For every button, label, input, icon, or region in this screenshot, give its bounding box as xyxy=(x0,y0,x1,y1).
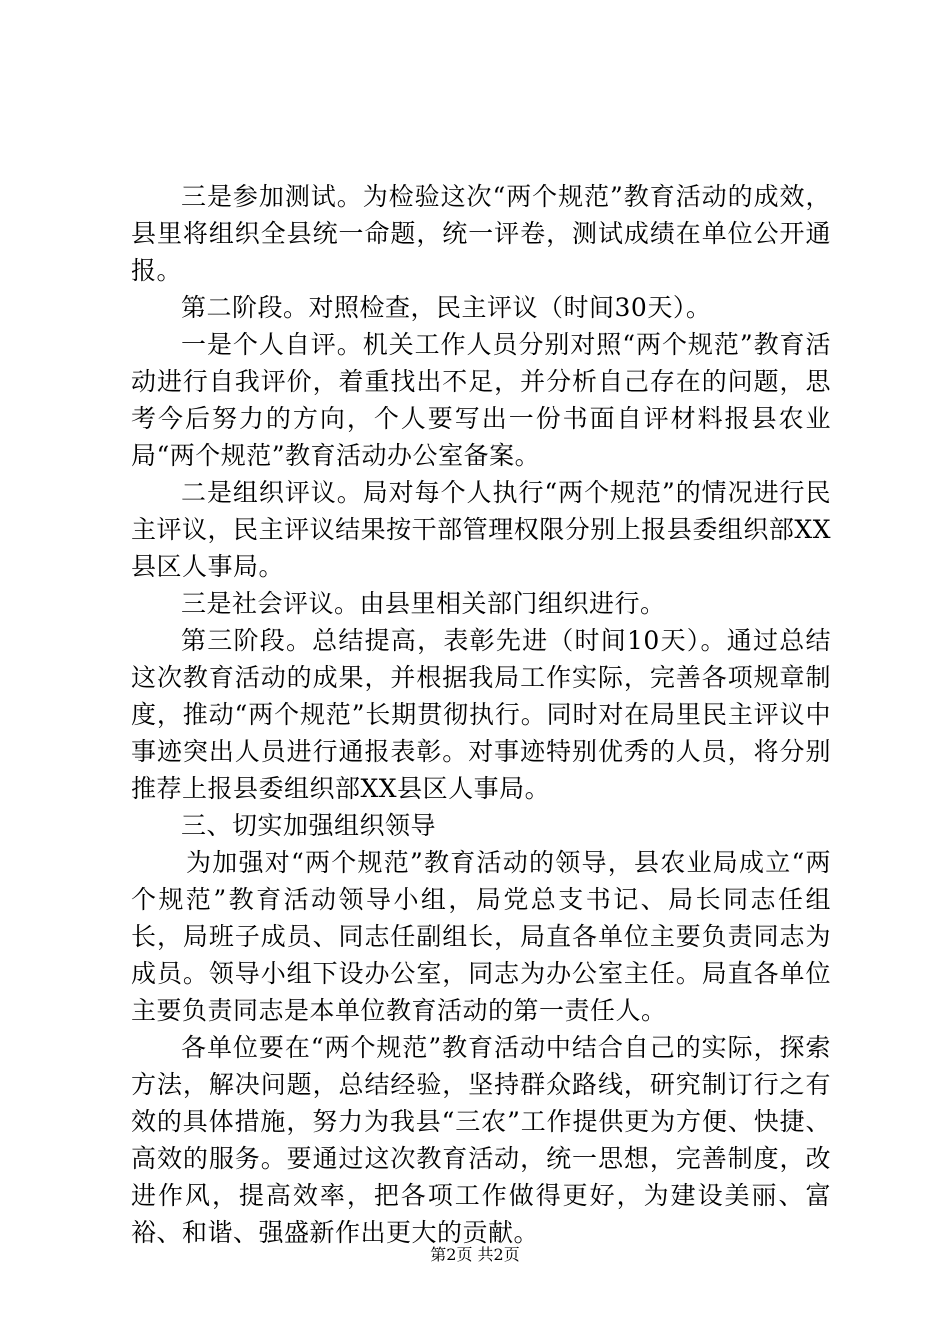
document-body xyxy=(131,178,831,1251)
paragraph-leadership-group: 为加强对“两个规范”教育活动的领导，县农业局成立“两个规范”教育活动领导小组，局党总支书记、局长同志任组长，局班子成员、同志任副组长，局直各单位主要负责同志为成员。领导小组下设办公室，同志为办公室主任。局直各单位主要负责同志是本单位教育活动的第一责任人。 xyxy=(131,848,831,1025)
paragraph-organizational-review: 二是组织评议。局对每个人执行“两个规范”的情况进行民主评议，民主评议结果按干部管理权限分别上报县委组织部XX县区人事局。 xyxy=(131,478,831,581)
paragraph-closing: 各单位要在“两个规范”教育活动中结合自己的实际，探索方法，解决问题，总结经验，坚持群众路线，研究制订行之有效的具体措施，努力为我县“三农”工作提供更为方便、快捷、高效的服务。要通过这次教育活动，统一思想，完善制度，改进作风，提高效率，把各项工作做得更好，为建设美丽、富裕、和谐、强盛新作出更大的贡献。 xyxy=(131,1033,831,1247)
page-number-footer: 第2页 共2页 xyxy=(430,1245,520,1264)
paragraph-self-evaluation: 一是个人自评。机关工作人员分别对照“两个规范”教育活动进行自我评价，着重找出不足，并分析自己存在的问题，思考今后努力的方向，个人要写出一份书面自评材料报县农业局“两个规范”教育活动办公室备案。 xyxy=(131,330,831,470)
paragraph-social-review: 三是社会评议。由县里相关部门组织进行。 xyxy=(181,589,666,618)
paragraph-stage-two: 第二阶段。对照检查，民主评议（时间30天）。 xyxy=(181,293,712,322)
paragraph-testing: 三是参加测试。为检验这次“两个规范”教育活动的成效，县里将组织全县统一命题，统一评卷，测试成绩在单位公开通报。 xyxy=(131,182,831,285)
paragraph-stage-three: 第三阶段。总结提高，表彰先进（时间10天）。通过总结这次教育活动的成果，并根据我局工作实际，完善各项规章制度，推动“两个规范”长期贯彻执行。同时对在局里民主评议中事迹突出人员进行通报表彰。对事迹特别优秀的人员，将分别推荐上报县委组织部XX县区人事局。 xyxy=(131,626,831,803)
section-heading-leadership: 三、切实加强组织领导 xyxy=(181,811,437,840)
